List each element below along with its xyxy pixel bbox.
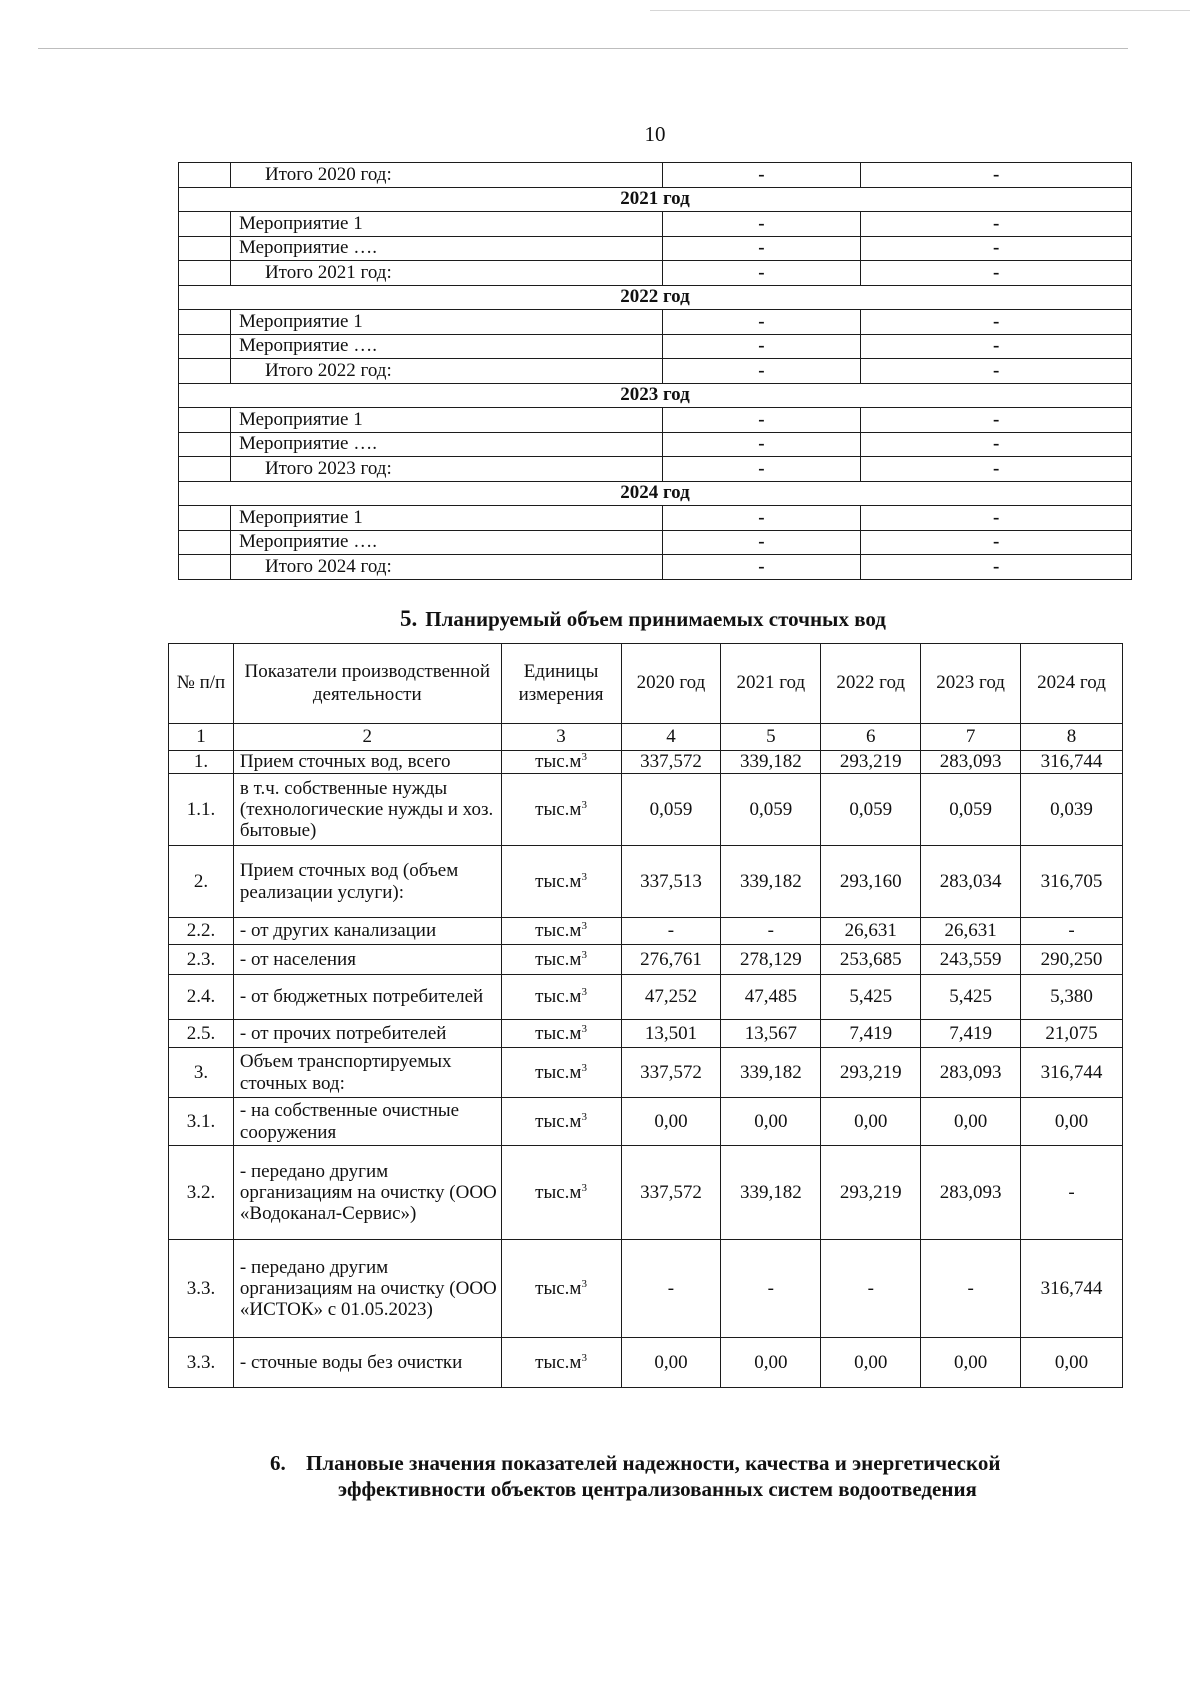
unit-cell <box>501 975 621 1020</box>
table-row <box>169 751 1123 774</box>
column-number: 8 <box>1021 724 1123 751</box>
column-number: 3 <box>501 724 621 751</box>
row-number-cell <box>179 334 231 359</box>
unit-cell <box>501 1020 621 1048</box>
total-label: Итого 2024 год: <box>230 555 662 580</box>
value-cell: - <box>721 918 821 945</box>
column-number: 2 <box>233 724 501 751</box>
row-number-cell <box>179 432 231 457</box>
row-number-cell <box>179 163 231 188</box>
unit-cell <box>501 751 621 774</box>
column-header: 2020 год <box>621 644 721 724</box>
unit-cell <box>501 945 621 975</box>
events-table-body <box>179 163 1132 580</box>
event-label: Мероприятие …. <box>230 530 662 555</box>
page-number: 10 <box>644 122 666 146</box>
value-cell: 0,00 <box>821 1098 921 1146</box>
value-cell: 47,252 <box>621 975 721 1020</box>
value-cell: - <box>662 506 861 531</box>
value-cell: 0,00 <box>621 1338 721 1388</box>
column-number: 6 <box>821 724 921 751</box>
table-row <box>169 1020 1123 1048</box>
event-row <box>179 310 1132 335</box>
event-label: Мероприятие …. <box>230 334 662 359</box>
row-number-cell <box>179 506 231 531</box>
row-number: 2.3. <box>169 945 234 975</box>
value-cell: - <box>662 530 861 555</box>
year-heading: 2024 год <box>179 481 1132 506</box>
value-cell: 337,513 <box>621 846 721 918</box>
value-cell: - <box>1021 918 1123 945</box>
row-number: 2. <box>169 846 234 918</box>
column-header: Показатели производственной деятельности <box>233 644 501 724</box>
row-number-cell <box>179 212 231 237</box>
table-row <box>169 1048 1123 1098</box>
value-cell: 293,219 <box>821 751 921 774</box>
value-cell: 283,093 <box>921 1048 1021 1098</box>
unit-power: 3 <box>581 751 587 764</box>
scan-artifact-line <box>650 10 1190 11</box>
value-cell: - <box>662 359 861 384</box>
value-cell: 7,419 <box>821 1020 921 1048</box>
unit-power: 3 <box>581 870 587 883</box>
value-cell: 316,744 <box>1021 1048 1123 1098</box>
total-label: Итого 2021 год: <box>230 261 662 286</box>
indicator-name: - сточные воды без очистки <box>233 1338 501 1388</box>
value-cell: - <box>662 310 861 335</box>
indicator-name: в т.ч. собственные нужды (технологические нужды и хоз. бытовые) <box>233 774 501 846</box>
value-cell: 0,00 <box>621 1098 721 1146</box>
indicator-name: - от других канализации <box>233 918 501 945</box>
value-cell: 26,631 <box>921 918 1021 945</box>
value-cell: 26,631 <box>821 918 921 945</box>
scan-artifact-line <box>38 48 1128 49</box>
indicator-name: - от населения <box>233 945 501 975</box>
unit-cell <box>501 1048 621 1098</box>
value-cell: 339,182 <box>721 751 821 774</box>
value-cell: - <box>662 432 861 457</box>
value-cell: 0,059 <box>721 774 821 846</box>
unit-text: тыс.м <box>535 798 582 820</box>
value-cell: 283,093 <box>921 1146 1021 1240</box>
unit-text: тыс.м <box>535 920 582 942</box>
value-cell: 13,567 <box>721 1020 821 1048</box>
event-label: Мероприятие …. <box>230 432 662 457</box>
wastewater-volume-table <box>168 643 1123 1388</box>
event-row <box>179 506 1132 531</box>
unit-text: тыс.м <box>535 870 582 892</box>
value-cell: - <box>861 163 1132 188</box>
value-cell: 278,129 <box>721 945 821 975</box>
value-cell: 0,00 <box>921 1338 1021 1388</box>
event-row <box>179 408 1132 433</box>
column-number: 5 <box>721 724 821 751</box>
value-cell: - <box>662 334 861 359</box>
year-row <box>179 383 1132 408</box>
column-number-row <box>169 724 1123 751</box>
indicator-name: Прием сточных вод, всего <box>233 751 501 774</box>
unit-cell <box>501 1098 621 1146</box>
unit-text: тыс.м <box>535 1022 582 1044</box>
column-number: 1 <box>169 724 234 751</box>
unit-text: тыс.м <box>535 1181 582 1203</box>
value-cell: - <box>821 1240 921 1338</box>
unit-text: тыс.м <box>535 948 582 970</box>
column-number: 7 <box>921 724 1021 751</box>
value-cell: 5,425 <box>921 975 1021 1020</box>
row-number: 3.2. <box>169 1146 234 1240</box>
section-5-heading <box>400 606 1100 632</box>
value-cell: 337,572 <box>621 1048 721 1098</box>
event-label: Мероприятие 1 <box>230 506 662 531</box>
total-label: Итого 2020 год: <box>230 163 662 188</box>
row-number-cell <box>179 310 231 335</box>
column-header: 2022 год <box>821 644 921 724</box>
value-cell: - <box>662 408 861 433</box>
table-row <box>169 1098 1123 1146</box>
event-row <box>179 432 1132 457</box>
event-row <box>179 212 1132 237</box>
row-number-cell <box>179 530 231 555</box>
row-number-cell <box>179 457 231 482</box>
section-title: Планируемый объем принимаемых сточных вод <box>425 607 886 631</box>
year-heading: 2023 год <box>179 383 1132 408</box>
unit-cell <box>501 1338 621 1388</box>
wastewater-table-body <box>169 644 1123 1388</box>
value-cell: - <box>1021 1146 1123 1240</box>
column-header: 2023 год <box>921 644 1021 724</box>
section-title-line-2: эффективности объектов централизованных систем водоотведения <box>338 1477 977 1501</box>
unit-power: 3 <box>581 920 587 933</box>
year-row <box>179 285 1132 310</box>
value-cell: - <box>861 359 1132 384</box>
table-row <box>169 1240 1123 1338</box>
value-cell: 47,485 <box>721 975 821 1020</box>
year-row <box>179 481 1132 506</box>
indicator-name: - передано другим организациям на очистку (ООО «ИСТОК» с 01.05.2023) <box>233 1240 501 1338</box>
section-title-line-1: Плановые значения показателей надежности, качества и энергетической <box>306 1451 1001 1475</box>
value-cell: - <box>921 1240 1021 1338</box>
value-cell: - <box>662 212 861 237</box>
value-cell: 283,093 <box>921 751 1021 774</box>
unit-power: 3 <box>581 986 587 999</box>
value-cell: 293,160 <box>821 846 921 918</box>
value-cell: 0,059 <box>621 774 721 846</box>
value-cell: 276,761 <box>621 945 721 975</box>
value-cell: 316,705 <box>1021 846 1123 918</box>
column-header: 2024 год <box>1021 644 1123 724</box>
section-number: 5. <box>400 606 418 631</box>
value-cell: - <box>662 457 861 482</box>
row-number: 3. <box>169 1048 234 1098</box>
value-cell: - <box>861 236 1132 261</box>
value-cell: - <box>621 1240 721 1338</box>
indicator-name: Прием сточных вод (объем реализации услуги): <box>233 846 501 918</box>
value-cell: - <box>861 506 1132 531</box>
value-cell: 0,059 <box>921 774 1021 846</box>
unit-text: тыс.м <box>535 1351 582 1373</box>
value-cell: - <box>861 457 1132 482</box>
value-cell: 0,00 <box>821 1338 921 1388</box>
unit-cell <box>501 846 621 918</box>
value-cell: - <box>861 530 1132 555</box>
event-label: Мероприятие 1 <box>230 408 662 433</box>
row-number-cell <box>179 261 231 286</box>
year-heading: 2021 год <box>179 187 1132 212</box>
unit-power: 3 <box>581 1181 587 1194</box>
total-label: Итого 2022 год: <box>230 359 662 384</box>
row-number: 3.3. <box>169 1338 234 1388</box>
row-number: 1. <box>169 751 234 774</box>
value-cell: 337,572 <box>621 1146 721 1240</box>
row-number: 2.5. <box>169 1020 234 1048</box>
value-cell: 283,034 <box>921 846 1021 918</box>
row-number-cell <box>179 408 231 433</box>
value-cell: 339,182 <box>721 1048 821 1098</box>
row-number: 3.1. <box>169 1098 234 1146</box>
value-cell: 337,572 <box>621 751 721 774</box>
row-number-cell <box>179 359 231 384</box>
value-cell: - <box>861 432 1132 457</box>
value-cell: 7,419 <box>921 1020 1021 1048</box>
table-row <box>169 846 1123 918</box>
unit-text: тыс.м <box>535 1277 582 1299</box>
unit-power: 3 <box>581 1351 587 1364</box>
unit-cell <box>501 1240 621 1338</box>
value-cell: 339,182 <box>721 1146 821 1240</box>
unit-power: 3 <box>581 1110 587 1123</box>
value-cell: 0,00 <box>1021 1338 1123 1388</box>
event-row <box>179 334 1132 359</box>
value-cell: 5,425 <box>821 975 921 1020</box>
value-cell: 0,039 <box>1021 774 1123 846</box>
table-row <box>169 945 1123 975</box>
value-cell: 316,744 <box>1021 1240 1123 1338</box>
event-row <box>179 236 1132 261</box>
unit-power: 3 <box>581 1022 587 1035</box>
header-row <box>169 644 1123 724</box>
row-number-cell <box>179 555 231 580</box>
value-cell: - <box>861 310 1132 335</box>
value-cell: 13,501 <box>621 1020 721 1048</box>
value-cell: - <box>662 236 861 261</box>
unit-cell <box>501 1146 621 1240</box>
event-label: Мероприятие …. <box>230 236 662 261</box>
total-row <box>179 163 1132 188</box>
value-cell: - <box>721 1240 821 1338</box>
unit-cell <box>501 918 621 945</box>
indicator-name: Объем транспортируемых сточных вод: <box>233 1048 501 1098</box>
unit-text: тыс.м <box>535 1110 582 1132</box>
value-cell: - <box>861 408 1132 433</box>
event-label: Мероприятие 1 <box>230 310 662 335</box>
value-cell: 0,00 <box>721 1338 821 1388</box>
unit-power: 3 <box>581 1061 587 1074</box>
value-cell: - <box>861 212 1132 237</box>
value-cell: 293,219 <box>821 1146 921 1240</box>
value-cell: 290,250 <box>1021 945 1123 975</box>
total-label: Итого 2023 год: <box>230 457 662 482</box>
column-header: № п/п <box>169 644 234 724</box>
row-number-cell <box>179 236 231 261</box>
unit-power: 3 <box>581 798 587 811</box>
unit-power: 3 <box>581 1277 587 1290</box>
value-cell: - <box>861 555 1132 580</box>
total-row <box>179 457 1132 482</box>
value-cell: - <box>662 261 861 286</box>
value-cell: 5,380 <box>1021 975 1123 1020</box>
value-cell: - <box>662 163 861 188</box>
value-cell: 0,00 <box>1021 1098 1123 1146</box>
row-number: 1.1. <box>169 774 234 846</box>
total-row <box>179 555 1132 580</box>
value-cell: - <box>621 918 721 945</box>
value-cell: - <box>861 334 1132 359</box>
value-cell: 316,744 <box>1021 751 1123 774</box>
value-cell: 339,182 <box>721 846 821 918</box>
column-header: 2021 год <box>721 644 821 724</box>
row-number: 2.4. <box>169 975 234 1020</box>
table-row <box>169 1338 1123 1388</box>
indicator-name: - от бюджетных потребителей <box>233 975 501 1020</box>
value-cell: 253,685 <box>821 945 921 975</box>
column-number: 4 <box>621 724 721 751</box>
indicator-name: - передано другим организациям на очистку (ООО «Водоканал-Сервис») <box>233 1146 501 1240</box>
value-cell: - <box>861 261 1132 286</box>
column-header: Единицы измерения <box>501 644 621 724</box>
year-row <box>179 187 1132 212</box>
value-cell: 293,219 <box>821 1048 921 1098</box>
unit-text: тыс.м <box>535 986 582 1008</box>
event-row <box>179 530 1132 555</box>
section-number: 6. <box>270 1451 286 1475</box>
table-row <box>169 1146 1123 1240</box>
value-cell: 0,059 <box>821 774 921 846</box>
table-row <box>169 918 1123 945</box>
unit-text: тыс.м <box>535 751 582 773</box>
value-cell: 0,00 <box>921 1098 1021 1146</box>
total-row <box>179 261 1132 286</box>
events-table <box>178 162 1132 580</box>
value-cell: 21,075 <box>1021 1020 1123 1048</box>
indicator-name: - на собственные очистные сооружения <box>233 1098 501 1146</box>
unit-cell <box>501 774 621 846</box>
value-cell: - <box>662 555 861 580</box>
indicator-name: - от прочих потребителей <box>233 1020 501 1048</box>
total-row <box>179 359 1132 384</box>
unit-text: тыс.м <box>535 1061 582 1083</box>
unit-power: 3 <box>581 948 587 961</box>
row-number: 3.3. <box>169 1240 234 1338</box>
table-row <box>169 774 1123 846</box>
year-heading: 2022 год <box>179 285 1132 310</box>
event-label: Мероприятие 1 <box>230 212 662 237</box>
value-cell: 243,559 <box>921 945 1021 975</box>
table-row <box>169 975 1123 1020</box>
value-cell: 0,00 <box>721 1098 821 1146</box>
row-number: 2.2. <box>169 918 234 945</box>
